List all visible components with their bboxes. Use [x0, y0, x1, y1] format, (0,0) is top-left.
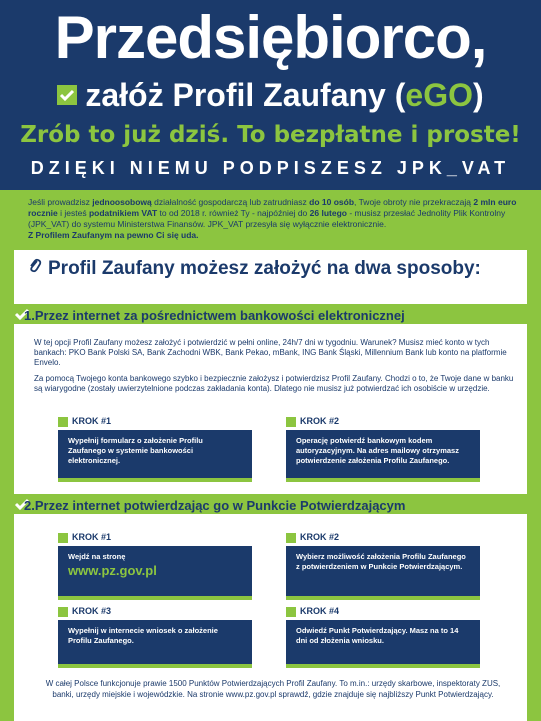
step-body: [58, 546, 252, 600]
footer-note: W całej Polsce funkcjonuje prawie 1500 Punktów Potwierdzających Profil Zaufany. To m.in.: urzędy skarbowe, inspektoraty ZUS, banki, urzędy miejskie i wojewódzkie. Na stronie www.pz.gov.pl sprawdź, gdzie znajduje się najbliższy Punkt Potwierdzający.: [45, 679, 501, 699]
step-text: Odwiedź Punkt Potwierdzający. Masz na to 14 dni od złożenia wniosku.: [286, 620, 480, 668]
step-text: Wybierz możliwość założenia Profilu Zaufanego z potwierdzeniem w Punkcie Potwierdzającym.: [286, 546, 480, 600]
step-card: [286, 416, 480, 482]
intro-part: działalność gospodarczą lub zatrudniasz: [154, 197, 307, 207]
intro-part: Jeśli prowadzisz: [28, 197, 90, 207]
step-text: Wypełnij formularz o założenie Profilu Zaufanego w systemie bankowości elektronicznej.: [58, 430, 252, 482]
jpk-heading: DZIĘKI NIEMU PODPISZESZ JPK_VAT: [30, 158, 511, 178]
check-icon: [57, 85, 77, 105]
square-icon: [58, 533, 68, 543]
square-icon: [58, 417, 68, 427]
intro-text: [28, 197, 518, 241]
intro-part: - musisz przesłać Jednolity Plik Kontrolny (JPK_VAT) do systemu Ministerstwa Finansów. JPK_VAT przesyła się wyłącznie elektronicznie.: [28, 208, 506, 229]
step-text: Wypełnij w internecie wniosek o założenie Profilu Zaufanego.: [58, 620, 252, 668]
step-label: KROK #1: [72, 416, 112, 426]
subtitle-text: załóż Profil Zaufany (: [85, 77, 406, 113]
square-icon: [286, 533, 296, 543]
section-1-para-1: W tej opcji Profil Zaufany możesz założyć i potwierdzić w pełni online, 24h/7 dni w tygodniu. Warunek? Musisz mieć konto w tych bankach: PKO Bank Polski SA, Bank Zachodni WBK, Bank Pekao, mBank, ING Bank Śląski, Millennium Bank lub konto na platformie Envelo.: [34, 338, 507, 367]
pz-link[interactable]: www.pz.gov.pl: [68, 563, 157, 578]
step-label: KROK #3: [72, 606, 112, 616]
subtitle-suffix: ): [472, 77, 484, 113]
square-icon: [286, 417, 296, 427]
intro-bold: 26 lutego: [309, 208, 347, 218]
step-card: [58, 606, 252, 668]
intro-bold: Z Profilem Zaufanym na pewno Ci się uda.: [28, 230, 199, 240]
card-title: [28, 258, 481, 280]
intro-bold: 2 mln euro rocznie: [28, 197, 517, 218]
section-1-para-2: Za pomocą Twojego konta bankowego szybko i bezpiecznie założysz i potwierdzisz Profil Zaufany. Chodzi o to, że Twoje dane w banku są wiarygodne (zostały uwierzytelnione podczas zakładania konta). Dlatego nie musisz już potwierdzać ich osobiście w urzędzie.: [34, 374, 514, 393]
section-1-title: 1.Przez internet za pośrednictwem bankowości elektronicznej: [24, 308, 405, 323]
step-label: KROK #2: [300, 532, 340, 542]
step-label: KROK #1: [72, 532, 112, 542]
intro-bold: podatnikiem VAT: [88, 208, 158, 218]
step-label: KROK #2: [300, 416, 340, 426]
square-icon: [58, 607, 68, 617]
intro-part: to od 2018 r. również Ty - najpóźniej do: [159, 208, 308, 218]
page-title: Przedsiębiorco,: [54, 4, 487, 71]
intro-part: i jesteś: [60, 208, 87, 218]
step-card: [58, 532, 252, 600]
card-title-text: Profil Zaufany możesz założyć na dwa sposoby:: [48, 258, 481, 279]
intro-bold: do 10 osób: [309, 197, 355, 207]
square-icon: [286, 607, 296, 617]
header-banner: [0, 0, 541, 190]
intro-part: , Twoje obroty nie przekraczają: [354, 197, 472, 207]
section-2-title: 2.Przez internet potwierdzając go w Punkcie Potwierdzającym: [24, 498, 406, 513]
step-label: KROK #4: [300, 606, 340, 616]
section-1-bar: [0, 304, 541, 324]
section-2-bar: [0, 494, 541, 514]
tagline: Zrób to już dziś. To bezpłatne i proste!: [20, 122, 521, 148]
step-card: [286, 532, 480, 600]
intro-bold: jednoosobową: [92, 197, 152, 207]
step-text: Operację potwierdź bankowym kodem autoryzacyjnym. Na adres mailowy otrzymasz potwierdzenie założenia Profilu Zaufanego.: [286, 430, 480, 482]
paperclip-icon: [28, 258, 42, 280]
subtitle: [0, 75, 541, 115]
step-card: [58, 416, 252, 482]
step-card: [286, 606, 480, 668]
step-text: Wejdź na stronę: [68, 552, 126, 561]
subtitle-accent: eGO: [405, 77, 473, 113]
methods-card: [14, 250, 527, 721]
